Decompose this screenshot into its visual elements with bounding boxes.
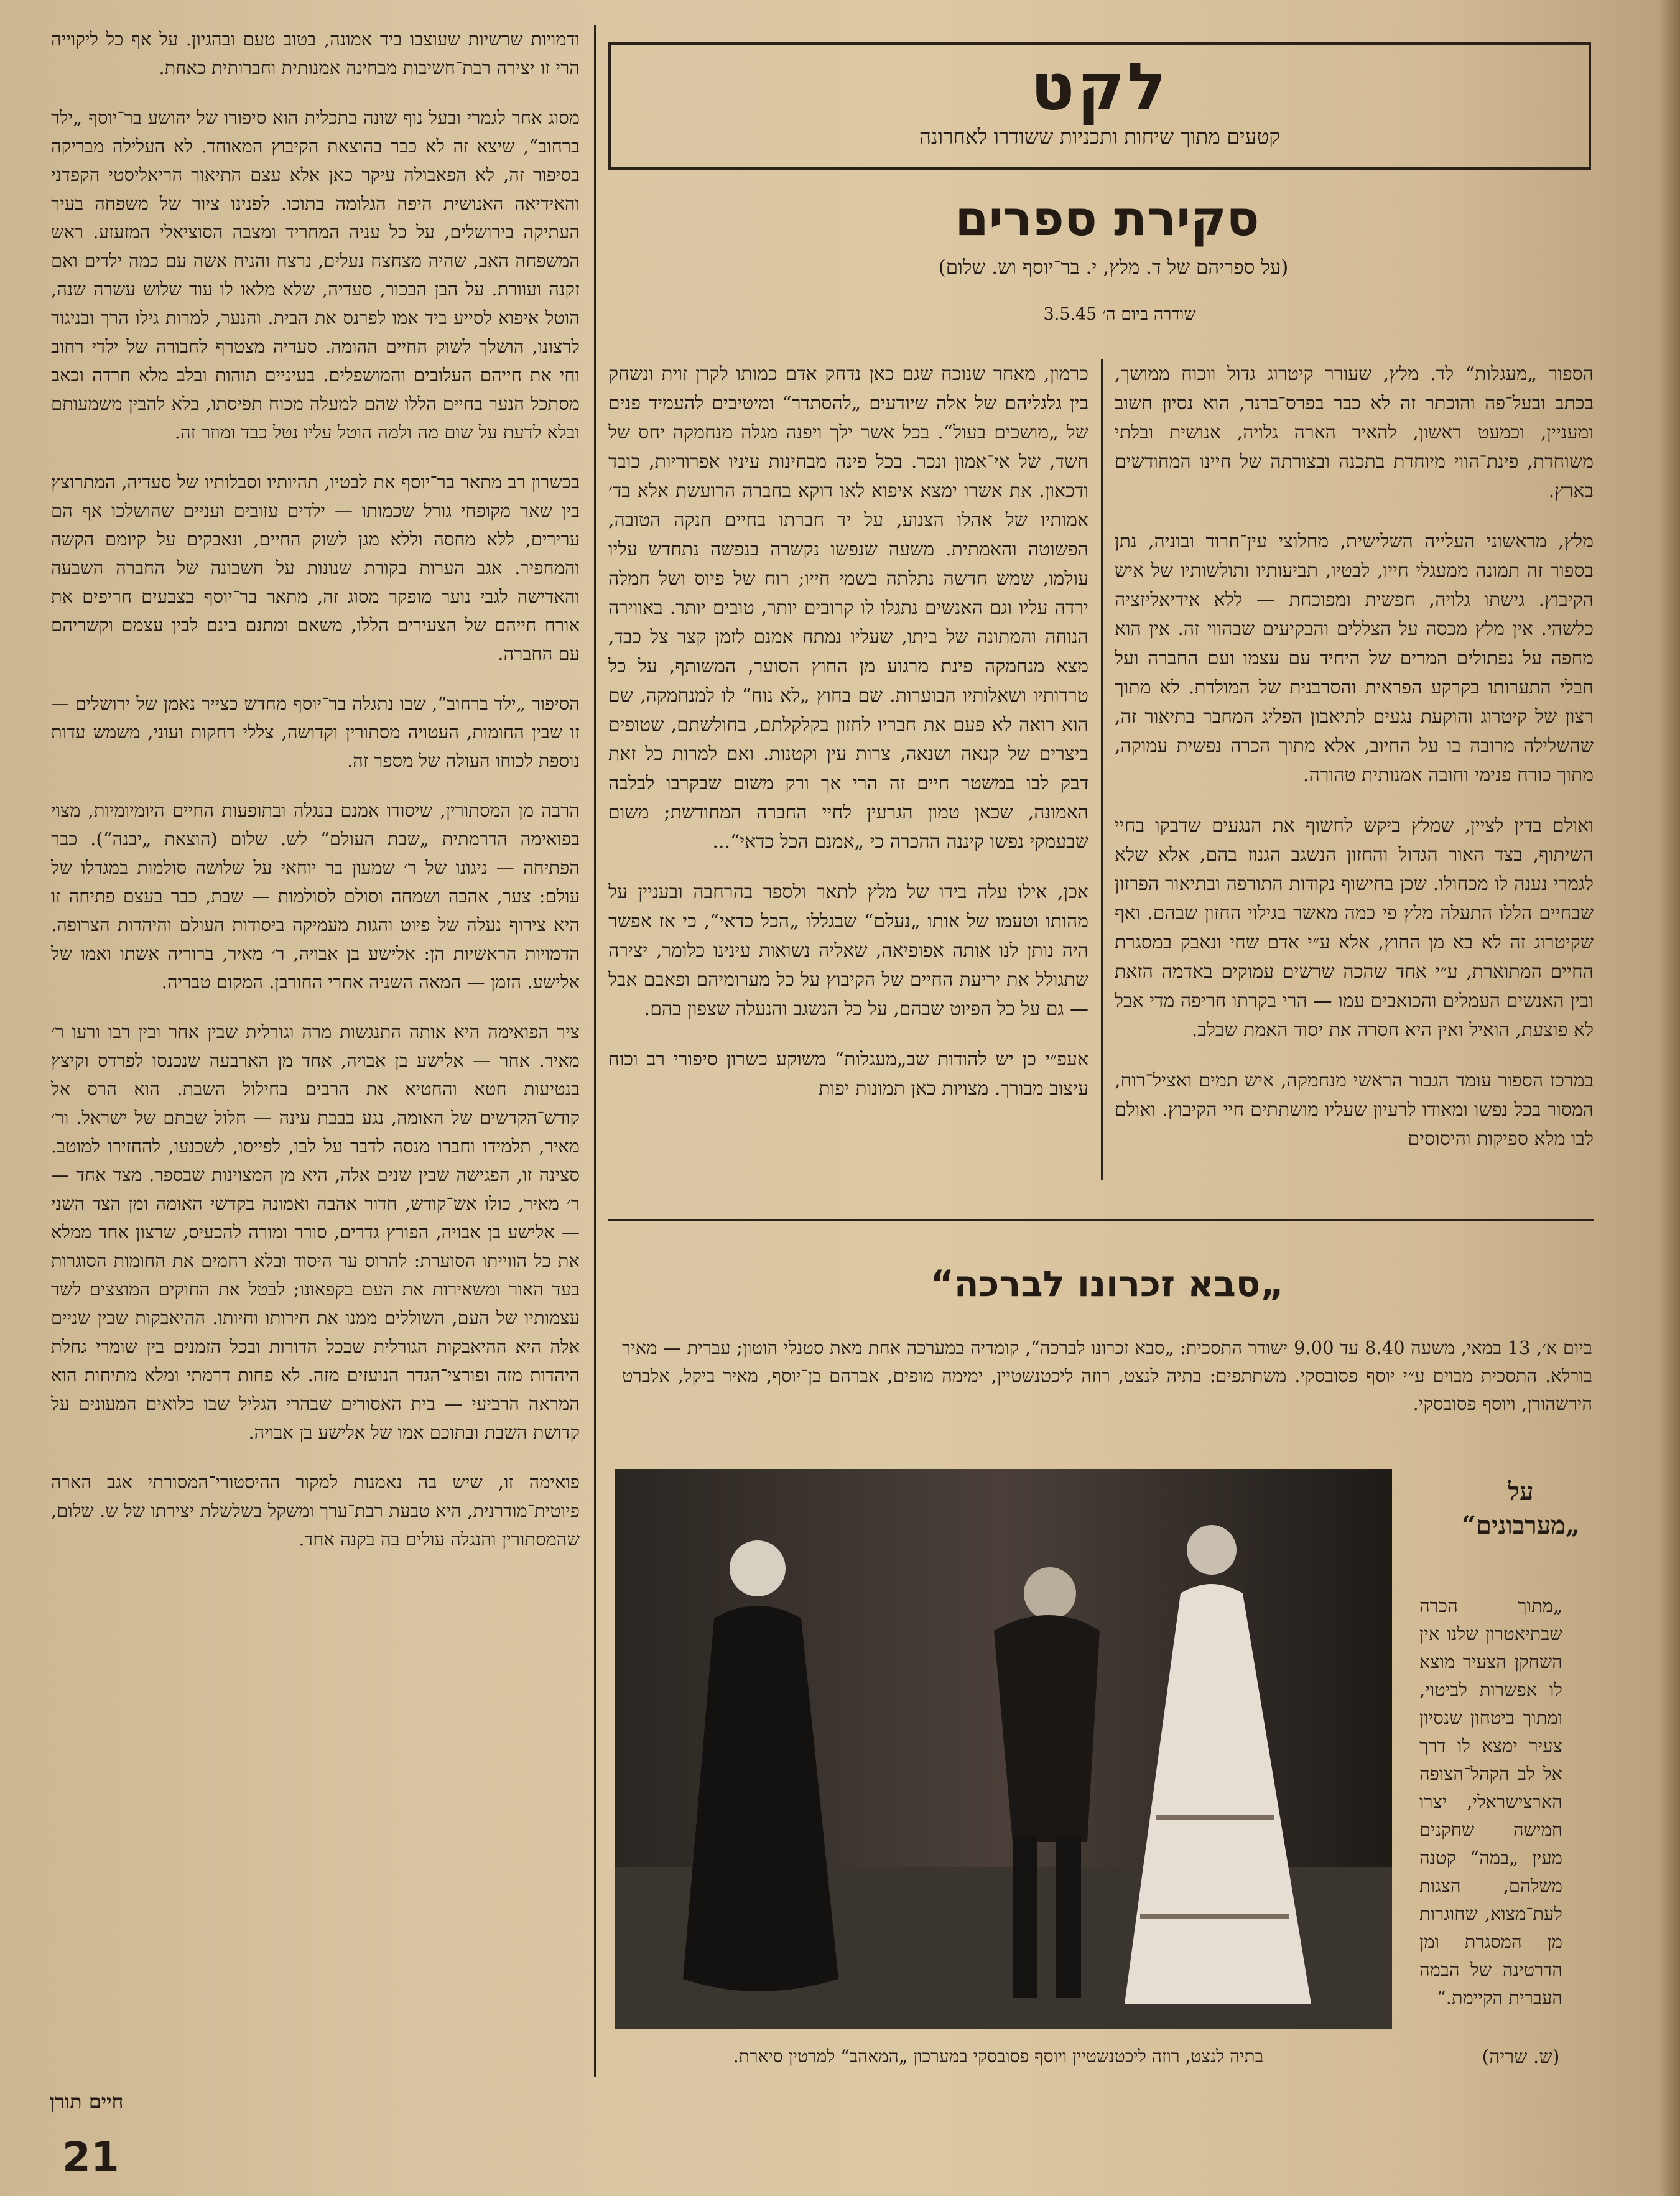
paragraph: הספור „מעגלות“ לד. מלץ, שעורר קיטרוג גדול ווכוח ממושך, בכתב ובעל־פה והוכתר זה לא כבר בפרס־ברנר, הוא נסיון חשוב ומעניין, וכמעט ראשון, להאיר הארה גלויה, אנושית ובלתי משוחדת, פינת־הווי מיוחדת בתכנה ובצורתה של חיינו המחודשים בארץ. bbox=[1115, 363, 1594, 502]
sidebar-title-line2: „מערבונים“ bbox=[1462, 1511, 1580, 1540]
paragraph: מסוג אחר לגמרי ובעל נוף שונה בתכלית הוא סיפורו של יהושע בר־יוסף „ילד ברחוב“, שיצא זה לא כבר בהוצאת הקיבוץ המאוחד. לא העלילה מבריקה בסיפור זה, לא הפאבולה עיקר כאן אלא עצם התיאור הריאליסטי הקפדני והאידיאה האנושית היפה הגלומה בתוכו. לפנינו ציור של משפחה בעיר העתיקה בירושלים, על כל עניה המחריד ומצבה הסוציאלי המזעזע. ראש המשפחה האב, שהיה מצחצח נעלים, נרצח והניח אשה עם כמה ילדים ואם זקנה ועוורת. על הבן הבכור, סעדיה, שלא מלאו לו עוד שלוש עשרה שנה, הוטל איפוא לסייע ביד אמו לפרנס את הבית. והנער, למרות גילו הרך ובניגוד לרצונו, הושלך לשוק החיים ההומה. סעדיה מצטרף לחבורה של ילדי רחוב וחי את חייהם העלובים והמושפלים. בעיניים תוהות ובלב מלא חרדה וכאב מסתכל הנער בחיים הללו שהם למעלה מכוח תפיסתו, בלא להבין משמעותם ובלא לדעת על שום מה ולמה הוטל עליו נטל כבד ומוזר זה. bbox=[51, 107, 580, 443]
sidebar-title-line1: על bbox=[1508, 1477, 1534, 1506]
paragraph: אכן, אילו עלה בידו של מלץ לתאר ולספר בהרחבה ובעניין על מהותו וטעמו של אותו „נעלם“ שבגללו „הכל כדאי“, כי אז אפשר היה נותן לנו אותה אפופיאה, שאליה נשואות עינינו כלומר, יצירה שתגולל את יריעת החיים של הקיבוץ על כל מערומיהם ופאבם אבל — גם על כל הפיוט שבהם, על כל הנשגב והנעלה שצפון בהם. bbox=[608, 881, 1088, 1020]
sidebar-body: „מתוך הכרה שבתיאטרון שלנו אין השחקן הצעיר מוצא לו אפשרות לביטוי, ומתוך ביטחון שנסיון צעיר ימצא לו דרך אל לב הקהל־הצופה הארצישראלי, יצרו חמישה שחקנים מעין „במה“ קטנה משלהם, הצגות לעת־מצוא, שחוגרות מן המסגרת ומן הדרטינה של הבמה העברית הקיימת.“ bbox=[1419, 1595, 1562, 2008]
paragraph: ציר הפואימה היא אותה התנגשות מרה וגורלית שבין אחר ובין רבו ורעו ר׳ מאיר. אחר — אלישע בן אבויה, אחד מן הארבעה שנכנסו לפרדס וקיצץ בנטיעות חטא והחטיא את הרבים בחילול השבת. הוא הרס אל קודש־הקדשים של האומה, נגע בבבת עינה — חלול שבתם של ישראל. ור׳ מאיר, תלמידו וחברו מנסה לדבר על לבו, לפייסו, לשכנעו, להחזירו למוטב. סצינה זו, הפגישה שבין שנים אלה, היא מן המצוינות שבספר. מצד אחד — ר׳ מאיר, כולו אש־קודש, חדור אהבה ואמונה בקדשי האומה ומן הצד השני — אלישע בן אבויה, הפורץ גדרים, סורר ומורה להכעיס, שרצון אחד ממלא את כל הווייתו הסוערת: להרוס עד היסוד ובלא רחמים את החומות הסוגרות בעד האור ומשאירות את העם בקפאונו; לבטל את החוקים המוצצים לשד עצמותיו של העם, השוללים ממנו את חירותו וחיותו. ההיאבקות שבין שניים אלה היא ההיאבקות הגורלית שבכל הדורות ובכל הזמנים בין שומרי גחלת היהדות מזה ופורצי־הגדר הנועזים מזה. לא פחות דרמתי ומלא מתיחות הוא המראה הרביעי — בית האסורים שבהרי הגליל שבו כלואים המעונים על קדושת השבת ובתוכם אמו של אלישע בן אבויה. bbox=[51, 1021, 580, 1443]
sidebar-signature: (ש. שריה) bbox=[1482, 2046, 1560, 2068]
review-books-note: (על ספריהם של ד. מלץ, י. בר־יוסף וש. שלום) bbox=[938, 256, 1289, 279]
review-broadcast-date: שודרה ביום ה׳ 3.5.45 bbox=[1043, 305, 1196, 324]
paragraph: ואולם בדין לציין, שמלץ ביקש לחשוף את הנגעים שדבקו בחיי השיתוף, בצד האור הגדול והחזון הנשגב הגנוז בהם, אלא שלא לגמרי נענה לו מכחולו. שכן בחישוף נקודות התורפה ובתיאור הפרזון שבחיים הללו התעלה מלץ פי כמה מאשר בגילוי החזון שבהם. ואף שקיטרוג זה לא בא מן החוץ, אלא ע״י אדם שחי ונאבק במסגרת החיים המתוארת, ע״י אחד שהכה שרשים עמוקים באדמה הזאת ובין האנשים העמלים והכואבים עמו — הרי בקרתו חריפה מדי אבל לא פוצעת, הואיל ואין היא חסרה את יסוד האמת שבלב. bbox=[1115, 815, 1594, 1041]
stage-photo bbox=[615, 1469, 1392, 2029]
paragraph: הרבה מן המסתורין, שיסודו אמנם בנגלה ובתופעות החיים היומיומיות, מצוי בפואימה הדרמתית „שבת העולם“ לש. שלום (הוצאת „יבנה“). כבר הפתיחה — ניגונו של ר׳ שמעון בר יוחאי על שלושה סולמות במגדלו של עולם: צער, אהבה ושמחה וסולם לסולמות — שבת, כבר בעצם פתיחה זו היא צירוף נעלה של פיוט והגות מעמיקה ביסודות העולם והיהדות הצרופה. הדמויות הראשיות הן: אלישע בן אבויה, ר׳ מאיר, ברוריה אשתו ואמו של אלישע. הזמן — המאה השניה אחרי החורבן. המקום טבריה. bbox=[51, 800, 580, 993]
photo-caption: בתיה לנצט, רוזה ליכטנשטיין ויוסף פסובסקי במערכון „המאהב“ למרטין סיארת. bbox=[733, 2046, 1264, 2067]
masthead-box bbox=[608, 42, 1591, 170]
sidebar-title bbox=[1431, 1475, 1611, 1542]
review-author-signature: חיים תורן bbox=[50, 2090, 124, 2113]
stage-photo-image bbox=[615, 1469, 1392, 2029]
paragraph: ודמויות שרשיות שעוצבו ביד אמונה, בטוב טעם ובהגיון. על אף כל ליקוייה הרי זו יצירה רבת־חשיבות מבחינה אמנותית וחברותית כאחת. bbox=[51, 29, 580, 78]
paragraph: הסיפור „ילד ברחוב“, שבו נתגלה בר־יוסף מחדש כצייר נאמן של ירושלים — זו שבין החומות, העטויה מסתורין וקדושה, צללי דחקות ועוני, משמש עדות נוספת לכוחו העולה של מספר זה. bbox=[51, 693, 580, 771]
paragraph: אעפ״י כן יש להודות שב„מעגלות“ משוקע כשרון סיפורי רב וכוח עיצוב מבורך. מצויות כאן תמונות יפות bbox=[608, 1049, 1088, 1100]
masthead-subtitle: קטעים מתוך שיחות ותכניות ששודרו לאחרונה bbox=[919, 124, 1280, 149]
paragraph: מלץ, מראשוני העלייה השלישית, מחלוצי עין־חרוד ובוניה, נתן בספור זה תמונה ממעגלי חייו, לבטיו, תביעותיו ותולשותיו של איש הקיבוץ. גישתו גלויה, חפשית ומפוכחת — ללא אידיאליזציה כלשהי. אין מלץ מכסה על הצללים והבקיעים שבהווי זה. אין הוא מחפה על נפתולים המרים של היחיד עם עצמו ועם החברה ועל חבלי התערותו בקרקע הפראית והסרבנית של המולדת. לא מתוך רצון של קיטרוג והוקעת נגעים לתיאבון הפליג המחבר בתיאור זה, שהשלילה מרובה בו על החיוב, אלא מתוך הכרה נפשית עמוקה, מתוך כורח פנימי וחובה אמנותית טהורה. bbox=[1115, 530, 1594, 786]
paragraph: במרכז הספור עומד הגבור הראשי מנחמקה, איש תמים ואציל־רוח, המסור בכל נפשו ומאודו לרעיון שעליו מושתתים חיי הקיבוץ. ואולם לבו מלא ספיקות והיסוסים bbox=[1115, 1070, 1594, 1150]
paragraph: בכשרון רב מתאר בר־יוסף את לבטיו, תהיותיו וסבלותיו של סעדיה, המתרוצץ בין שאר מקופחי גורל שכמותו — ילדים עזובים ועניים שהושלכו אף הם ערירים, ללא מחסה וללא מגן לשוק החיים, ונאבקים על קיומם הקשה והמחפיר. אגב הערות בקורת שנונות על חשבונה של החברה השבעה והאדישה לגבי נוער מופקר מסוג זה, מתאר בר־יוסף בצבעים חריפים את אורח חייהם של הצעירים הללו, משאם ומתנם בינם לבין עצמם וקשריהם עם החברה. bbox=[51, 471, 580, 664]
page-number: 21 bbox=[62, 2133, 119, 2181]
masthead-title: לקט bbox=[1030, 49, 1169, 125]
review-column-left bbox=[51, 25, 580, 1575]
paragraph: פואימה זו, שיש בה נאמנות למקור ההיסטורי־המסורתי אגב הארה פיוטית־מודרנית, היא טבעת רבת־ערך ומשקל בשלשלת יצירתו של ש. שלום, שהמסתורין והנגלה עולים בה בקנה אחד. bbox=[51, 1471, 580, 1550]
review-column-middle bbox=[608, 359, 1088, 1124]
column-divider bbox=[1101, 359, 1103, 1180]
page-edge-shadow bbox=[1659, 0, 1680, 2196]
review-column-right bbox=[1115, 359, 1594, 1175]
column-divider bbox=[594, 25, 596, 2077]
paragraph: כרמון, מאחר שנוכח שגם כאן נדחק אדם כמותו לקרן זוית ונשחק בין גלגליהם של אלה שיודעים „להסתדר“ ומיטיבים להעמיד פנים של „מושכים בעול“. בכל אשר ילך ויפנה מגלה מנחמקה יחס של חשד, של אי־אמון ונכר. בכל פינה מבחינות עיניו אפרוריות, כובד ודכאון. את אשרו ימצא איפוא לאו דוקא בחברה הרועשת אלא בד׳ אמותיו של אהלו הצנוע, על יד חברתו בחיים חנקה הטובה, הפשוטה והאמתית. משעה שנפשו נקשרה בנפשה נתחדש עליו עולמו, שמש חדשה נתלתה בשמי חייו; רוח של פיוס ושל חמלה ירדה עליו וגם האנשים נתגלו לו קרובים יותר, טובים יותר. באווירה הנוחה והמתונה של ביתו, שעליו נמתח אמנם לזמן קצר צל כבד, מצא מנחמקה פינת מרגוע מן החוץ הסוער, המשותף, על כל טרדותיו ושאלותיו הבוערות. שם בחוץ „לא נוח“ לו למנחמקה, שם הוא רואה לא פעם את חבריו לחזון בקלקלתם, בחולשתם, שטופים ביצרים של קנאה ושנאה, צרות עין וקטנות. ואם למרות כל זאת דבק לבו במשטר חיים זה הרי אך ורק משום שבקרבו לבלבה האמונה, שכאן טמון הגרעין לחיי החברה המחודשת; משום שבעמקי נפשו קיננה ההכרה כי „אמנם הכל כדאי“... bbox=[608, 363, 1088, 853]
play-info: ביום א׳, 13 במאי, משעה 8.40 עד 9.00 ישודר התסכית: „סבא זכרונו לברכה“, קומדיה במערכה אחת מאת סטנלי הוטון; עברית — מאיר בורלא. התסכית מבוים ע״י יוסף פסובסקי. משתתפים: בתיה לנצט, רוזה ליכטנשטיין, ימימה מופים, אברהם בן־יוסף, מאיר ביקל, אלברט הירשהורן, ויוסף פסובסקי. bbox=[622, 1337, 1592, 1414]
review-title: סקירת ספרים bbox=[955, 191, 1260, 247]
section-divider bbox=[608, 1219, 1594, 1221]
play-title: „סבא זכרונו לברכה“ bbox=[930, 1262, 1284, 1305]
